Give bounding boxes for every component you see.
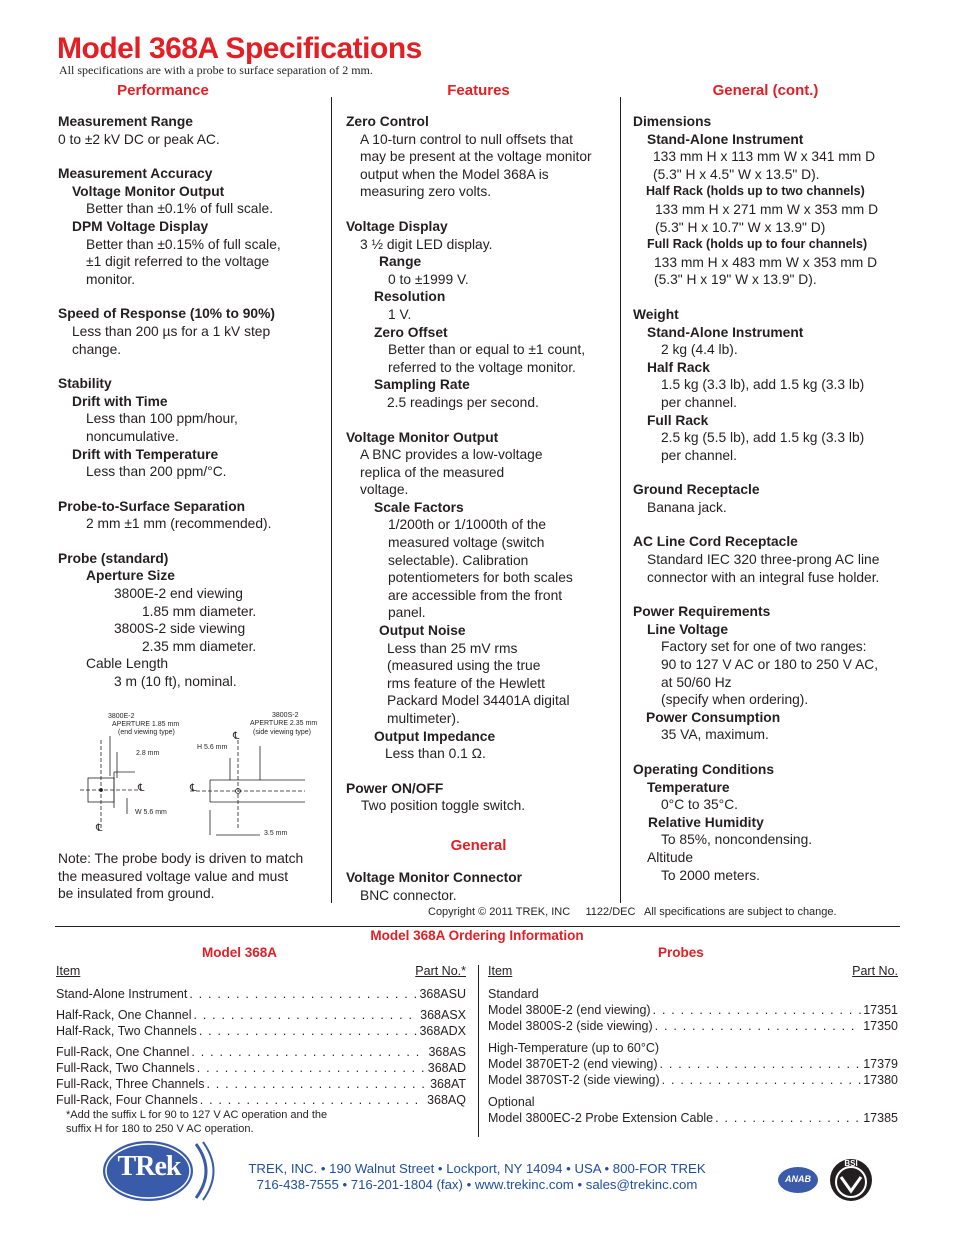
performance-heading: Performance (117, 82, 209, 99)
stability-label: Stability (58, 376, 112, 392)
general-heading: General (450, 836, 507, 854)
table-row: Model 3800S-2 (side viewing) . . . 17350 (488, 1018, 898, 1034)
probe-e2-dia: 1.85 mm diameter. (142, 603, 257, 619)
certification-marks (777, 1153, 877, 1205)
operating-label: Operating Conditions (633, 762, 775, 777)
right-h-label: H 5.6 mm (197, 744, 228, 751)
line-voltage-label: Line Voltage (647, 621, 729, 637)
weight-label: Weight (633, 306, 679, 322)
column-divider (620, 97, 621, 903)
weight-full-text: 2.5 kg (5.5 lb), add 1.5 kg (3.3 lb) per channel. (661, 430, 865, 463)
range-text: 0 to ±1999 V. (388, 271, 469, 287)
ordering-title: Model 368A Ordering Information (370, 928, 584, 943)
probe-e2-model: 3800E-2 end viewing (114, 586, 243, 602)
voltage-display-text: 3 ½ digit LED display. (360, 236, 493, 252)
aperture-label: Aperture Size (86, 568, 175, 584)
cable-label: Cable Length (86, 656, 169, 672)
item-header: Item (56, 964, 81, 978)
drift-temp-text: Less than 200 ppm/°C. (86, 464, 227, 480)
output-noise-label: Output Noise (379, 623, 466, 639)
left-w-label: W 5.6 mm (135, 809, 167, 816)
scale-factors-text: 1/200th or 1/1000th of the measured voltage (switch selectable). Calibration potentiometers for both scales are accessible from the front panel. (388, 517, 573, 621)
probes-order-header (488, 963, 898, 979)
zero-control-text: A 10-turn control to null offsets that may be present at the voltage monitor output when the Model 368A is measuring zero volts. (360, 131, 592, 200)
dim-sa-text: 133 mm H x 113 mm W x 341 mm D (5.3" H x 4.5" W x 13.5" D). (653, 149, 876, 182)
measurement-range-text: 0 to ±2 kV DC or peak AC. (58, 131, 220, 147)
connector-text: BNC connector. (360, 887, 457, 903)
right-cl-mark-left: ℄ (190, 783, 197, 794)
power-cons-label: Power Consumption (646, 709, 781, 725)
address-line: TREK, INC. • 190 Walnut Street • Lockport, NY 14094 • USA • 800-FOR TREK (248, 1161, 706, 1176)
dim-sa-label: Stand-Alone Instrument (647, 131, 804, 147)
op-temp-label: Temperature (647, 779, 730, 795)
zero-control-label: Zero Control (346, 114, 429, 129)
probe-label: Probe (standard) (58, 550, 169, 566)
scale-factors-label: Scale Factors (374, 499, 464, 515)
humidity-text: To 85%, noncondensing. (661, 832, 813, 848)
dim-half-label: Half Rack (holds up to two channels) (646, 184, 865, 199)
left-type-label: (end viewing type) (118, 729, 175, 736)
table-row: Model 3800EC-2 Probe Extension Cable . . . 17385 (488, 1110, 898, 1126)
cable-text: 3 m (10 ft), nominal. (114, 674, 237, 690)
left-model-label: 3800E-2 (108, 713, 135, 720)
bsi-label: BSI (844, 1159, 858, 1168)
anab-label: ANAB (785, 1174, 811, 1184)
range-label: Range (379, 254, 422, 270)
dimensions-label: Dimensions (633, 114, 712, 129)
probe-note: Note: The probe body is driven to match the measured voltage value and must be insulated from ground. (58, 851, 304, 902)
weight-sa-text: 2 kg (4.4 lb). (661, 342, 738, 358)
model-order-table (56, 963, 466, 1136)
table-row: Model 3870ET-2 (end viewing) . . . 17379 (488, 1056, 898, 1072)
table-row: Half-Rack, Two Channels . . . 368ADX (56, 1023, 466, 1039)
ground-label: Ground Receptacle (633, 482, 760, 498)
dim-full-label: Full Rack (holds up to four channels) (647, 237, 868, 252)
ordering-column-divider (478, 965, 479, 1137)
suffix-footnote: *Add the suffix L for 90 to 127 V AC operation and the suffix H for 180 to 250 V AC operation. (66, 1109, 328, 1135)
left-aperture-label: APERTURE 1.85 mm (112, 721, 180, 728)
output-impedance-label: Output Impedance (374, 728, 496, 744)
table-row: Full-Rack, One Channel . . . 368AS (56, 1044, 466, 1060)
copyright-line: Copyright © 2011 TREK, INC 1122/DEC All specifications are subject to change. (428, 906, 837, 918)
weight-full-label: Full Rack (647, 412, 709, 428)
weight-half-label: Half Rack (647, 359, 710, 375)
dim-full-text: 133 mm H x 483 mm W x 353 mm D (5.3" H x 19" W x 13.9" D). (654, 254, 878, 288)
weight-sa-label: Stand-Alone Instrument (647, 324, 804, 340)
humidity-label: Relative Humidity (648, 814, 764, 830)
general-cont-heading: General (cont.) (712, 82, 819, 99)
drift-temp-label: Drift with Temperature (72, 446, 219, 462)
page-subtitle: All specifications are with a probe to surface separation of 2 mm. (59, 63, 373, 77)
sampling-rate-label: Sampling Rate (374, 377, 470, 393)
measurement-accuracy-label: Measurement Accuracy (58, 166, 213, 182)
probe-s2-model: 3800S-2 side viewing (114, 621, 246, 637)
right-aperture-label: APERTURE 2.35 mm (250, 720, 318, 727)
left-cl-mark: ℄ (138, 783, 145, 794)
probe-group-title: High-Temperature (up to 60°C) (488, 1041, 660, 1055)
contact-line: 716-438-7555 • 716-201-1804 (fax) • www.trekinc.com • sales@trekinc.com (256, 1177, 698, 1192)
probe-s2-dia: 2.35 mm diameter. (142, 638, 257, 654)
drift-time-label: Drift with Time (72, 393, 168, 409)
dpm-accuracy-label: DPM Voltage Display (72, 218, 209, 234)
table-row: Full-Rack, Two Channels . . . 368AD (56, 1060, 466, 1076)
page-title: Model 368A Specifications (57, 32, 422, 65)
connector-label: Voltage Monitor Connector (346, 869, 523, 885)
features-column (346, 80, 618, 904)
table-row: Model 3800E-2 (end viewing) . . . 17351 (488, 1002, 898, 1018)
model-order-heading: Model 368A (202, 945, 278, 960)
dim-half-text: 133 mm H x 271 mm W x 353 mm D (5.3" H x 10.7" W x 13.9" D) (655, 201, 879, 235)
table-row: Stand-Alone Instrument . . . 368ASU (56, 986, 466, 1002)
ac-cord-label: AC Line Cord Receptacle (633, 534, 798, 550)
features-heading: Features (447, 82, 510, 99)
separation-text: 2 mm ±1 mm (recommended). (86, 516, 272, 532)
probe-group-title: Optional (488, 1095, 535, 1109)
dpm-accuracy-text: Better than ±0.15% of full scale, ±1 digit referred to the voltage monitor. (86, 236, 281, 287)
table-row: Half-Rack, One Channel . . . 368ASX (56, 1007, 466, 1023)
probe-diagram (80, 710, 320, 845)
measurement-range-label: Measurement Range (58, 114, 193, 129)
resolution-label: Resolution (374, 289, 446, 305)
separation-label: Probe-to-Surface Separation (58, 498, 246, 514)
vmo-text: A BNC provides a low-voltage replica of the measured voltage. (360, 447, 543, 498)
model-order-header (56, 963, 466, 979)
table-row: Model 3870ST-2 (side viewing) . . . 17380 (488, 1072, 898, 1088)
table-row: Full-Rack, Four Channels . . . 368AQ (56, 1092, 466, 1108)
probe-group-title: Standard (488, 987, 539, 1001)
power-switch-text: Two position toggle switch. (361, 798, 526, 814)
column-divider (331, 97, 332, 903)
altitude-label: Altitude (647, 849, 694, 865)
output-impedance-text: Less than 0.1 Ω. (385, 746, 486, 762)
resolution-text: 1 V. (388, 306, 412, 322)
vmo-accuracy-label: Voltage Monitor Output (72, 183, 225, 199)
output-noise-text: Less than 25 mV rms (measured using the true rms feature of the Hewlett Packard Model 34401A digital multimeter). (387, 640, 570, 726)
drift-time-text: Less than 100 ppm/hour, noncumulative. (86, 411, 238, 444)
voltage-display-label: Voltage Display (346, 218, 448, 234)
power-switch-label: Power ON/OFF (346, 780, 444, 796)
item-header: Item (488, 964, 513, 978)
vmo-label: Voltage Monitor Output (346, 429, 499, 445)
part-header: Part No. (852, 964, 898, 978)
probes-order-table (488, 963, 898, 1126)
right-dim-label: 3.5 mm (264, 830, 288, 837)
probes-order-heading: Probes (658, 945, 704, 960)
right-type-label: (side viewing type) (253, 729, 311, 736)
altitude-text: To 2000 meters. (661, 867, 760, 883)
left-cl-mark-bottom: ℄ (96, 823, 103, 834)
ordering-divider (55, 926, 900, 927)
vmo-accuracy-text: Better than ±0.1% of full scale. (86, 201, 274, 217)
weight-half-text: 1.5 kg (3.3 lb), add 1.5 kg (3.3 lb) per channel. (661, 377, 865, 410)
table-row: Full-Rack, Three Channels . . . 368AT (56, 1076, 466, 1092)
speed-label: Speed of Response (10% to 90%) (58, 306, 275, 322)
power-cons-text: 35 VA, maximum. (661, 727, 769, 743)
sampling-rate-text: 2.5 readings per second. (387, 394, 539, 410)
general-cont-column (633, 80, 908, 884)
power-req-label: Power Requirements (633, 604, 771, 620)
op-temp-text: 0°C to 35°C. (661, 797, 738, 813)
speed-text: Less than 200 µs for a 1 kV step change. (72, 323, 271, 357)
right-model-label: 3800S-2 (272, 712, 299, 719)
performance-column (58, 80, 328, 691)
trek-logo-text: TRek (117, 1151, 181, 1182)
ac-cord-text: Standard IEC 320 three-prong AC line connector with an integral fuse holder. (647, 552, 880, 585)
left-dim-label: 2.8 mm (136, 750, 160, 757)
right-cl-mark: ℄ (233, 731, 240, 742)
part-header: Part No.* (415, 964, 466, 978)
zero-offset-label: Zero Offset (374, 324, 448, 340)
zero-offset-text: Better than or equal to ±1 count, referred to the voltage monitor. (388, 342, 586, 375)
ground-text: Banana jack. (647, 499, 727, 515)
line-voltage-text: Factory set for one of two ranges: 90 to 127 V AC or 180 to 250 V AC, at 50/60 Hz (specify when ordering). (661, 639, 879, 708)
